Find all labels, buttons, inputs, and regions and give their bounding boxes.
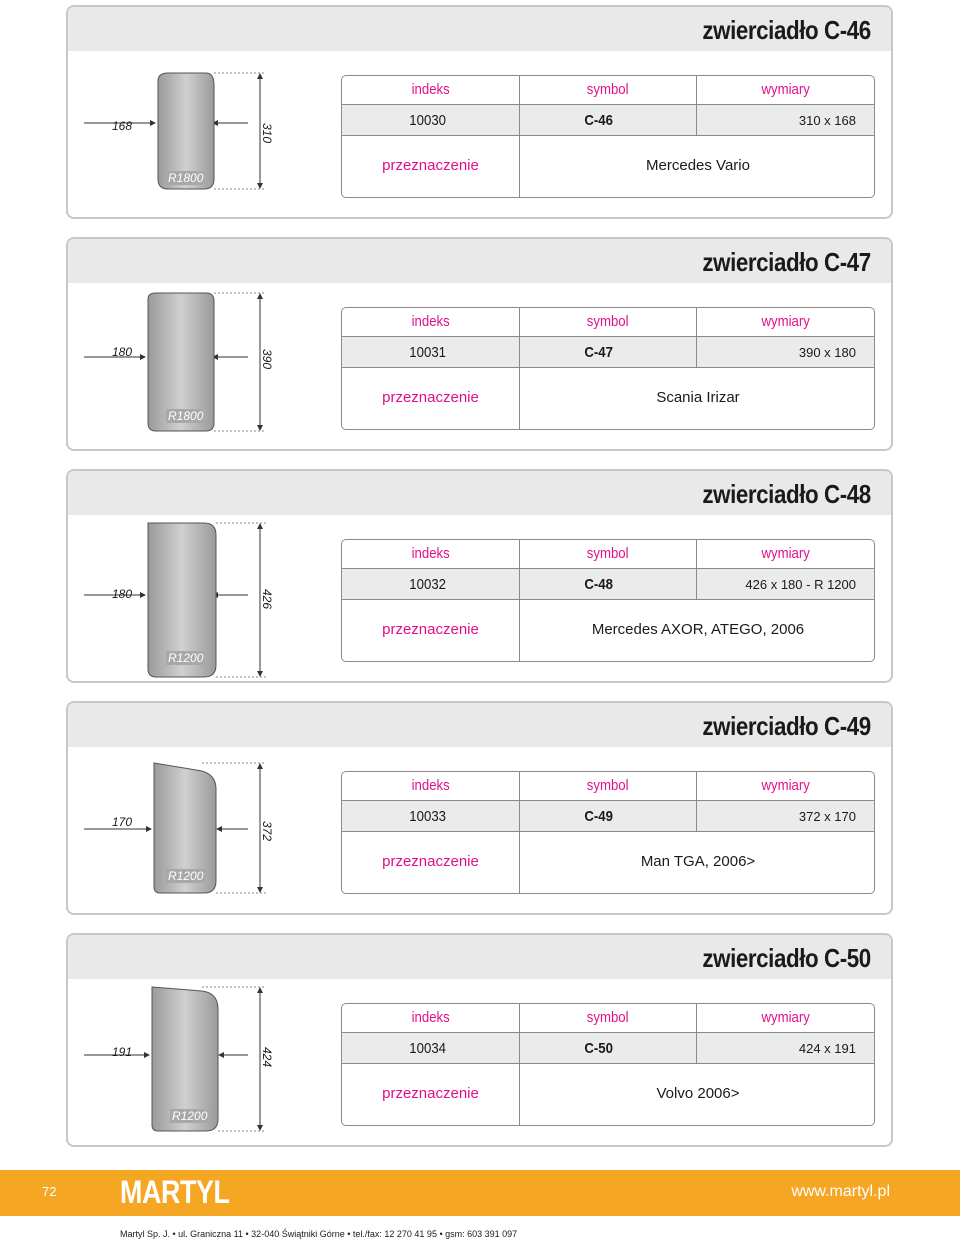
footer-bar	[0, 1170, 960, 1216]
spec-table-header	[342, 76, 874, 105]
company-address: Martyl Sp. J. • ul. Graniczna 11 • 32-040 Świątniki Górne • tel./fax: 12 270 41 95 • gsm: 603 391 097	[120, 1229, 518, 1239]
value-index: 10033	[409, 808, 447, 825]
product-card-c48	[66, 469, 893, 683]
col-symbol: symbol	[587, 81, 629, 98]
col-indeks: indeks	[411, 313, 450, 330]
mirror-diagram	[68, 979, 308, 1147]
height-dimension: 390	[260, 349, 274, 370]
spec-table-values	[342, 105, 874, 136]
application-label: przeznaczenie	[382, 157, 479, 174]
value-dimensions: 372 x 170	[798, 809, 856, 824]
col-symbol: symbol	[587, 777, 629, 794]
website-link[interactable]: www.martyl.pl	[791, 1183, 890, 1200]
value-symbol: C-46	[584, 112, 614, 129]
col-indeks: indeks	[411, 545, 450, 562]
radius-label: R1800	[168, 409, 204, 423]
width-dimension: 170	[112, 815, 133, 829]
application-label: przeznaczenie	[382, 389, 479, 406]
width-dimension: 180	[112, 345, 133, 359]
application-value: Volvo 2006>	[656, 1085, 740, 1102]
spec-table-header	[342, 772, 874, 801]
radius-label: R1800	[168, 171, 204, 185]
radius-label: R1200	[168, 651, 204, 665]
spec-table	[341, 539, 875, 662]
col-indeks: indeks	[411, 81, 450, 98]
col-indeks: indeks	[411, 777, 450, 794]
value-symbol: C-48	[584, 576, 614, 593]
width-dimension: 180	[112, 587, 133, 601]
value-index: 10034	[409, 1040, 447, 1057]
col-wymiary: wymiary	[761, 777, 810, 794]
spec-table-header	[342, 540, 874, 569]
value-index: 10031	[409, 344, 447, 361]
value-symbol: C-47	[584, 344, 614, 361]
height-dimension: 310	[260, 123, 274, 144]
product-card-c49	[66, 701, 893, 915]
mirror-diagram	[68, 515, 308, 683]
spec-table-values	[342, 337, 874, 368]
application-label: przeznaczenie	[382, 621, 479, 638]
col-wymiary: wymiary	[761, 313, 810, 330]
col-wymiary: wymiary	[761, 545, 810, 562]
value-index: 10032	[409, 576, 447, 593]
value-index: 10030	[409, 112, 447, 129]
product-title: zwierciadło C-50	[702, 943, 871, 973]
product-title: zwierciadło C-46	[702, 15, 871, 45]
application-value: Man TGA, 2006>	[640, 853, 756, 870]
value-dimensions: 390 x 180	[798, 345, 856, 360]
application-label: przeznaczenie	[382, 853, 479, 870]
height-dimension: 424	[260, 1047, 274, 1068]
col-wymiary: wymiary	[761, 81, 810, 98]
application-value: Scania Irizar	[656, 389, 740, 406]
application-value: Mercedes Vario	[646, 157, 750, 174]
value-symbol: C-49	[584, 808, 614, 825]
product-title: zwierciadło C-49	[702, 711, 871, 741]
height-dimension: 426	[260, 589, 274, 610]
value-dimensions: 310 x 168	[798, 113, 856, 128]
col-indeks: indeks	[411, 1009, 450, 1026]
mirror-diagram	[68, 747, 308, 915]
spec-table-values	[342, 1033, 874, 1064]
mirror-diagram	[68, 283, 308, 451]
spec-table	[341, 1003, 875, 1126]
spec-table-header	[342, 1004, 874, 1033]
application-label: przeznaczenie	[382, 1085, 479, 1102]
product-title: zwierciadło C-48	[702, 479, 871, 509]
spec-table	[341, 771, 875, 894]
product-card-c50	[66, 933, 893, 1147]
radius-label: R1200	[168, 869, 204, 883]
product-card-c46	[66, 5, 893, 219]
card-header	[68, 239, 891, 283]
value-dimensions: 424 x 191	[798, 1041, 856, 1056]
page-number: 72	[42, 1184, 57, 1199]
brand-logo: MARTYL	[120, 1174, 230, 1210]
product-title: zwierciadło C-47	[702, 247, 871, 277]
card-header	[68, 471, 891, 515]
value-symbol: C-50	[584, 1040, 614, 1057]
col-wymiary: wymiary	[761, 1009, 810, 1026]
radius-label: R1200	[172, 1109, 208, 1123]
application-value: Mercedes AXOR, ATEGO, 2006	[591, 621, 805, 638]
card-header	[68, 7, 891, 51]
spec-table-header	[342, 308, 874, 337]
col-symbol: symbol	[587, 1009, 629, 1026]
spec-table	[341, 75, 875, 198]
spec-table-values	[342, 569, 874, 600]
width-dimension: 168	[112, 119, 133, 133]
spec-table-values	[342, 801, 874, 832]
value-dimensions: 426 x 180 - R 1200	[745, 577, 856, 592]
product-card-c47	[66, 237, 893, 451]
spec-table	[341, 307, 875, 430]
mirror-diagram	[68, 51, 308, 219]
height-dimension: 372	[260, 821, 274, 842]
col-symbol: symbol	[587, 545, 629, 562]
width-dimension: 191	[112, 1045, 133, 1059]
col-symbol: symbol	[587, 313, 629, 330]
card-header	[68, 703, 891, 747]
card-header	[68, 935, 891, 979]
